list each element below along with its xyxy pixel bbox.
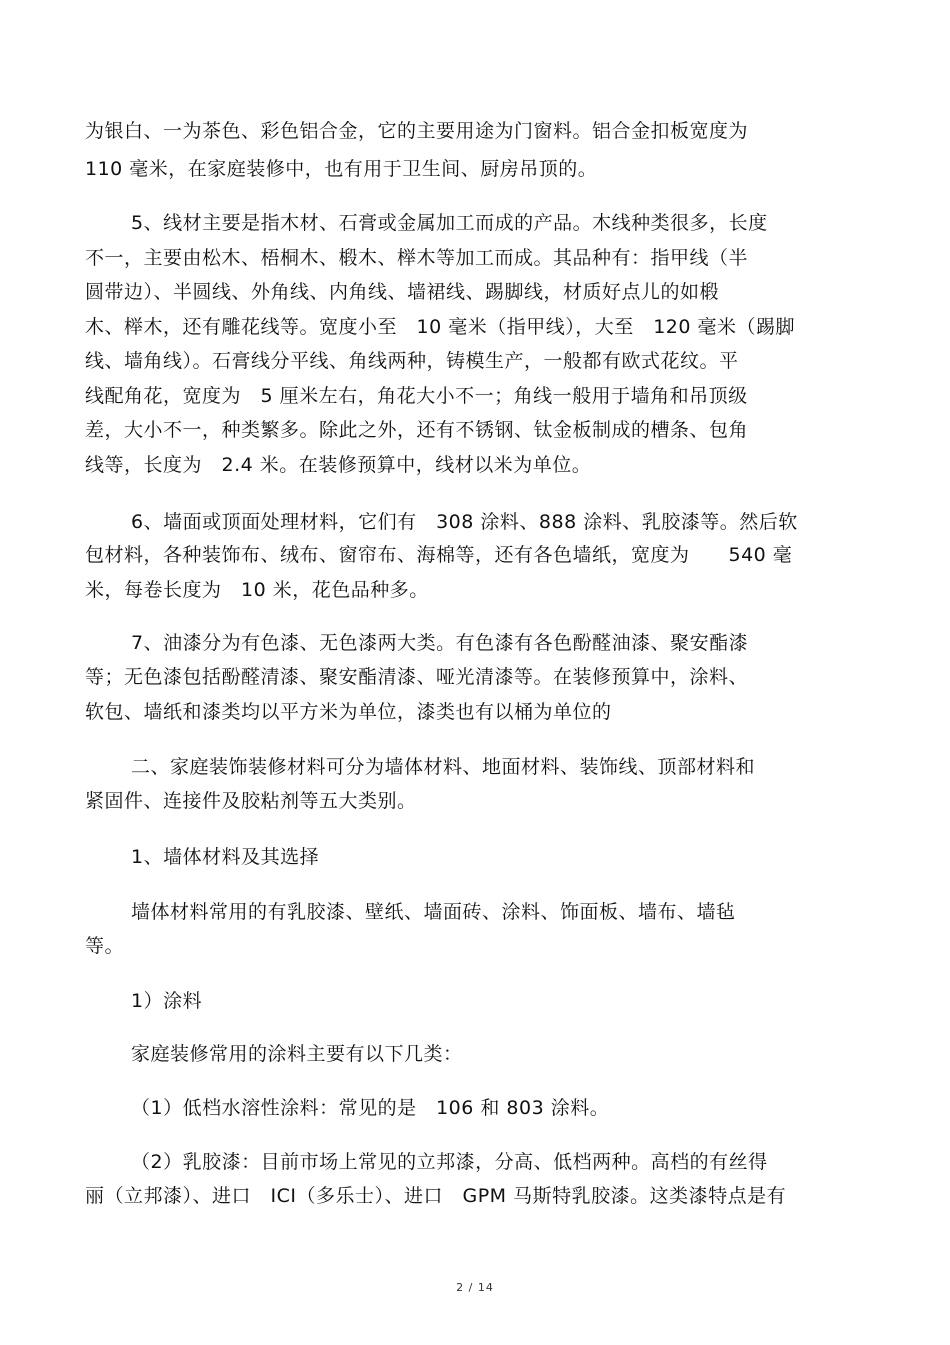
text-line: 木、榉木，还有雕花线等。宽度小至 10 毫米（指甲线），大至 120 毫米（踢脚 <box>85 316 796 338</box>
text-line: 不一，主要由松木、梧桐木、椴木、榉木等加工而成。其品种有：指甲线（半 <box>85 247 749 269</box>
subsection-heading: 1）涂料 <box>131 990 203 1012</box>
text-line: 线等，长度为 2.4 米。在装修预算中，线材以米为单位。 <box>85 454 592 476</box>
text-line: 等。 <box>85 935 125 957</box>
text-line: 包材料，各种装饰布、绒布、窗帘布、海棉等，还有各色墙纸，宽度为 540 毫 <box>85 544 793 566</box>
text-line: 米，每卷长度为 10 米，花色品种多。 <box>85 579 429 601</box>
text-line: 为银白、一为茶色、彩色铝合金，它的主要用途为门窗料。铝合金扣板宽度为 <box>85 120 749 142</box>
text-line: 等；无色漆包括酚醛清漆、聚安酯清漆、哑光清漆等。在装修预算中，涂料、 <box>85 666 749 688</box>
text-line: 二、家庭装饰装修材料可分为墙体材料、地面材料、装饰线、顶部材料和 <box>131 756 756 778</box>
text-line: 丽（立邦漆）、进口 ICI（多乐士）、进口 GPM 马斯特乳胶漆。这类漆特点是有 <box>85 1185 787 1207</box>
text-line: 家庭装修常用的涂料主要有以下几类： <box>131 1043 463 1065</box>
text-line: 6、墙面或顶面处理材料，它们有 308 涂料、888 涂料、乳胶漆等。然后软 <box>131 511 798 533</box>
text-line: （1）低档水溶性涂料：常见的是 106 和 803 涂料。 <box>131 1097 610 1119</box>
text-line: 线、墙角线）。石膏线分平线、角线两种，铸模生产，一般都有欧式花纹。平 <box>85 350 739 372</box>
section-heading: 1、墙体材料及其选择 <box>131 846 320 868</box>
text-line: 差，大小不一，种类繁多。除此之外，还有不锈钢、钛金板制成的槽条、包角 <box>85 419 749 441</box>
text-line: 紧固件、连接件及胶粘剂等五大类别。 <box>85 790 417 812</box>
text-line: 110 毫米，在家庭装修中，也有用于卫生间、厨房吊顶的。 <box>85 158 598 180</box>
text-line: 7、油漆分为有色漆、无色漆两大类。有色漆有各色酚醛油漆、聚安酯漆 <box>131 632 749 654</box>
text-line: （2）乳胶漆：目前市场上常见的立邦漆，分高、低档两种。高档的有丝得 <box>131 1151 768 1173</box>
page-indicator: 2 / 14 <box>456 1281 494 1294</box>
text-line: 软包、墙纸和漆类均以平方米为单位，漆类也有以桶为单位的 <box>85 701 612 723</box>
text-line: 墙体材料常用的有乳胶漆、壁纸、墙面砖、涂料、饰面板、墙布、墙毡 <box>131 901 736 923</box>
text-line: 线配角花，宽度为 5 厘米左右，角花大小不一；角线一般用于墙角和吊顶级 <box>85 385 748 407</box>
text-line: 圆带边）、半圆线、外角线、内角线、墙裙线、踢脚线，材质好点儿的如椴 <box>85 281 720 303</box>
text-line: 5、线材主要是指木材、石膏或金属加工而成的产品。木线种类很多，长度 <box>131 212 768 234</box>
